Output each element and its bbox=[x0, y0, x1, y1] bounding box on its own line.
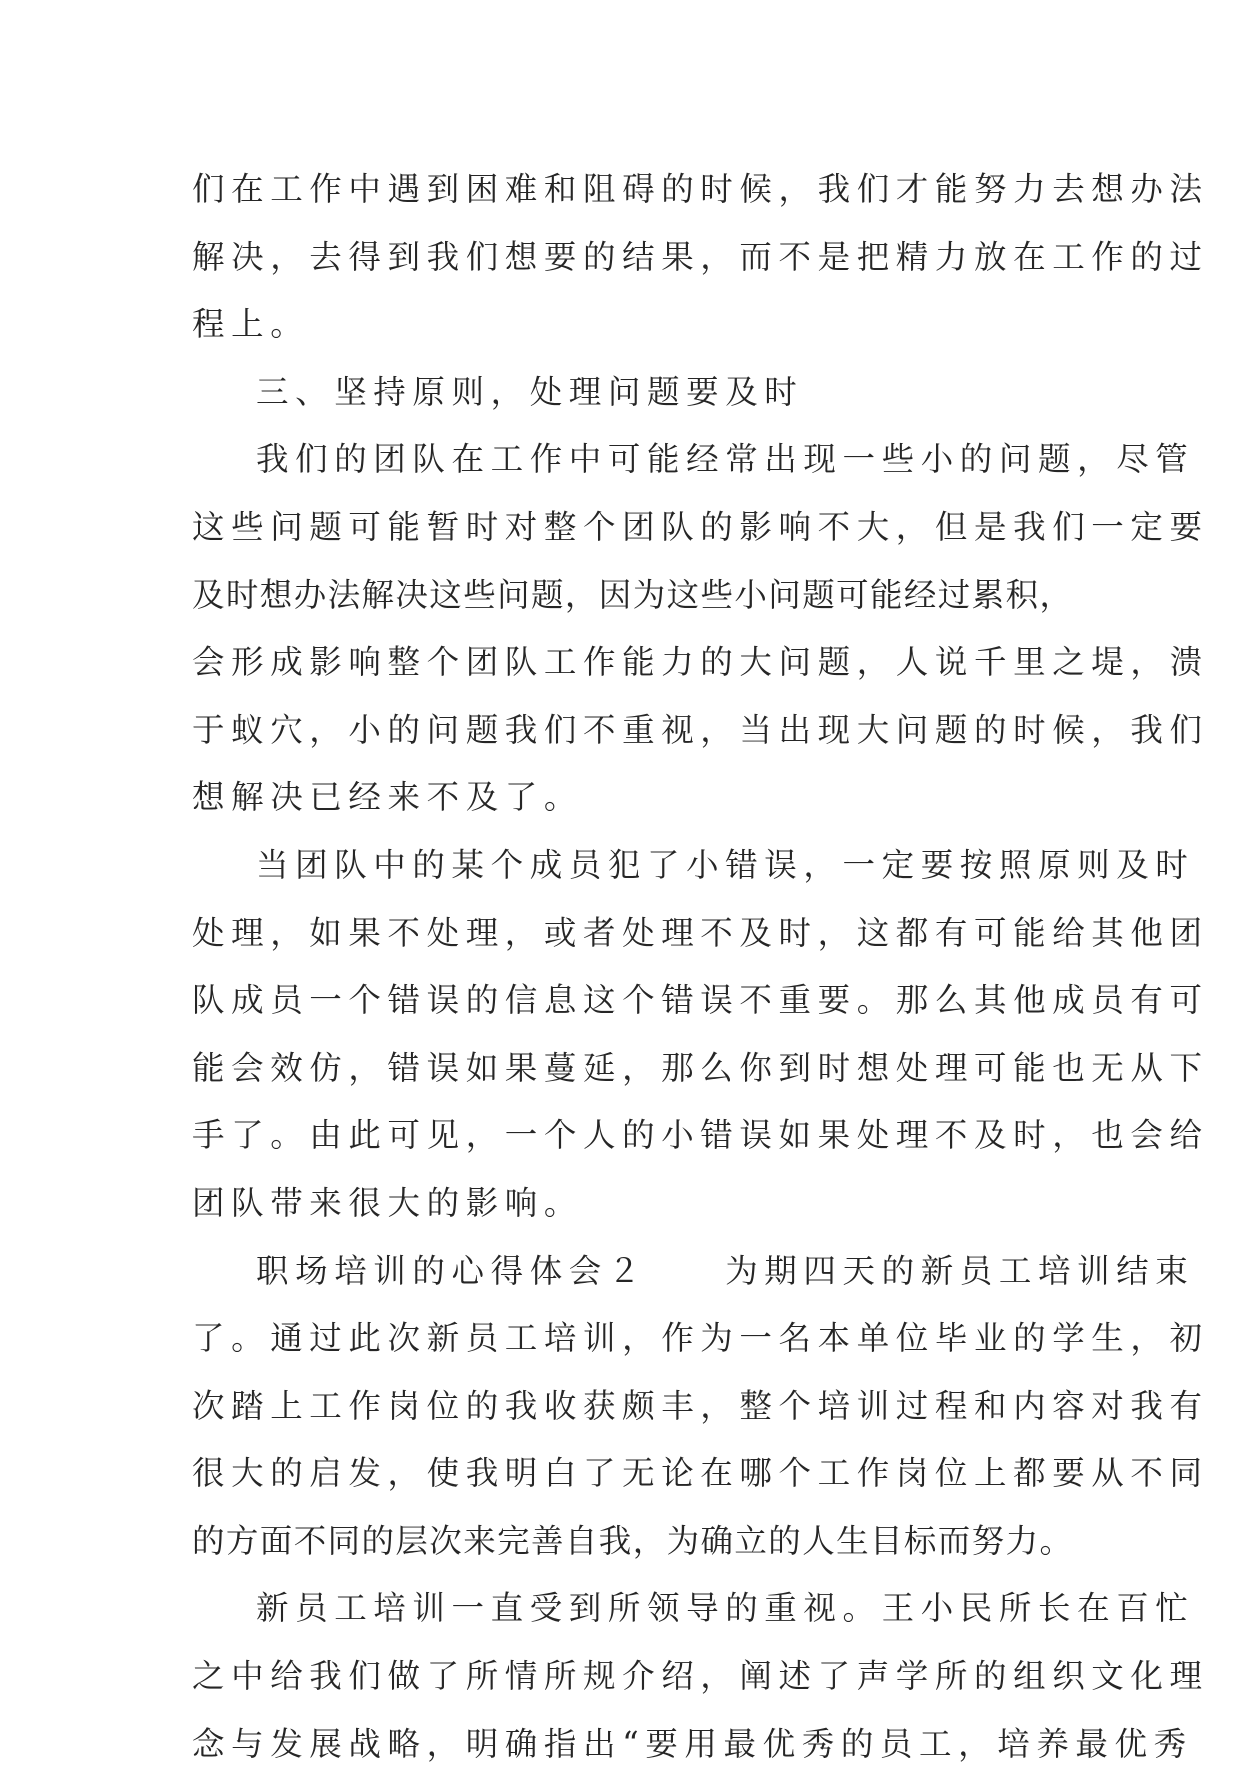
text-line: 团队带来很大的影响。 bbox=[192, 1183, 584, 1222]
document-body bbox=[192, 156, 1209, 1778]
text-line: 了。通过此次新员工培训，作为一名本单位毕业的学生，初 bbox=[192, 1319, 1209, 1358]
text-line: 新员工培训一直受到所领导的重视。王小民所长在百忙 bbox=[256, 1589, 1195, 1628]
text-line: 之中给我们做了所情所规介绍，阐述了声学所的组织文化理 bbox=[192, 1657, 1209, 1696]
text-line: 及时想办法解决这些问题，因为这些小问题可能经过累积， bbox=[192, 575, 1072, 614]
text-line: 队成员一个错误的信息这个错误不重要。那么其他成员有可 bbox=[192, 981, 1209, 1020]
text-line: 想解决已经来不及了。 bbox=[192, 778, 584, 817]
text-line: 程上。 bbox=[192, 305, 310, 344]
text-line: 能会效仿，错误如果蔓延，那么你到时想处理可能也无从下 bbox=[192, 1048, 1209, 1087]
text-line: 我们的团队在工作中可能经常出现一些小的问题，尽管 bbox=[256, 440, 1195, 479]
text-line: 们在工作中遇到困难和阻碍的时候，我们才能努力去想办法 bbox=[192, 170, 1209, 208]
text-line: 的方面不同的层次来完善自我，为确立的人生目标而努力。 bbox=[192, 1521, 1072, 1560]
text-line: 次踏上工作岗位的我收获颇丰，整个培训过程和内容对我有 bbox=[192, 1386, 1209, 1425]
text-line: 解决，去得到我们想要的结果，而不是把精力放在工作的过 bbox=[192, 237, 1209, 276]
text-line: 念与发展战略，明确指出“要用最优秀的员工，培养最优秀 bbox=[192, 1724, 1193, 1763]
text-line: 手了。由此可见，一个人的小错误如果处理不及时，也会给 bbox=[192, 1116, 1209, 1155]
text-line: 处理，如果不处理，或者处理不及时，这都有可能给其他团 bbox=[192, 913, 1209, 952]
text-line: 于蚁穴，小的问题我们不重视，当出现大问题的时候，我们 bbox=[192, 710, 1209, 749]
text-line: 很大的启发，使我明白了无论在哪个工作岗位上都要从不同 bbox=[192, 1454, 1209, 1493]
text-line: 当团队中的某个成员犯了小错误，一定要按照原则及时 bbox=[256, 845, 1195, 884]
text-line: 这些问题可能暂时对整个团队的影响不大，但是我们一定要 bbox=[192, 507, 1209, 546]
text-line: 会形成影响整个团队工作能力的大问题，人说千里之堤，溃 bbox=[192, 643, 1209, 682]
article-title-line: 职场培训的心得体会２ 为期四天的新员工培训结束 bbox=[256, 1251, 1195, 1290]
section-heading: 三、坚持原则，处理问题要及时 bbox=[256, 372, 804, 411]
